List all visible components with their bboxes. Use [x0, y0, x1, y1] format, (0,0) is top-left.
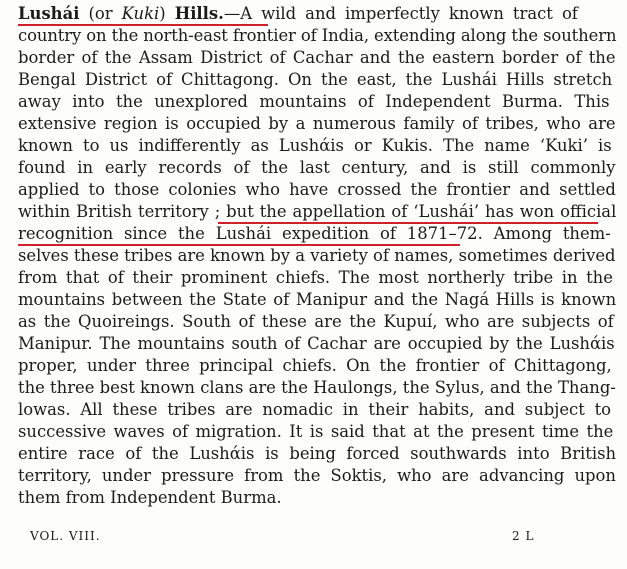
text-line: from that of their prominent chiefs. The most northerly tribe in the: [18, 268, 613, 287]
text-line: Manipur. The mountains south of Cachar are occupied by the Lushάis: [18, 334, 615, 353]
text-line: extensive region is occupied by a numerous family of tribes, who are: [18, 114, 616, 133]
signature-mark: 2 L: [512, 529, 535, 543]
alternate-term: Kuki: [121, 4, 160, 23]
text-line: successive waves of migration. It is said that at the present time the: [18, 422, 614, 441]
text-line: away into the unexplored mountains of Independent Burma. This: [18, 92, 610, 111]
text-line: territory, under pressure from the Soktis, who are advancing upon: [18, 466, 616, 485]
text-line: them from Independent Burma.: [18, 488, 282, 507]
heading-underline: [18, 24, 268, 26]
text-line: proper, under three principal chiefs. On the frontier of Chittagong,: [18, 356, 612, 375]
heading-line: [18, 3, 578, 25]
text-line: selves these tribes are known by a variety of names, sometimes derived: [18, 246, 616, 265]
text-line: within British territory ; but the appellation of ‘Lushái’ has won official: [18, 202, 617, 221]
text-line: mountains between the State of Manipur and the Nagá Hills is known: [18, 290, 617, 309]
entry-term: Lushái: [18, 4, 80, 23]
text-line: applied to those colonies who have crossed the frontier and settled: [18, 180, 616, 199]
text-line: found in early records of the last century, and is still commonly: [18, 158, 616, 177]
text-line: as the Quoireings. South of these are the Kupuí, who are subjects of: [18, 312, 614, 331]
text-line: Bengal District of Chittagong. On the east, the Lushái Hills stretch: [18, 70, 613, 89]
volume-label: VOL. VIII.: [30, 529, 101, 543]
text-line: known to us indifferently as Lushάis or Kukis. The name ‘Kuki’ is: [18, 136, 612, 155]
appellation-underline: [218, 222, 598, 224]
paren-close: ): [159, 4, 175, 23]
hills-term: Hills.: [174, 4, 224, 23]
text-line: border of the Assam District of Cachar and the eastern border of the: [18, 48, 616, 67]
text-line: lowas. All these tribes are nomadic in their habits, and subject to: [18, 400, 612, 419]
text-line: recognition since the Lushái expedition of 1871–72. Among them-: [18, 224, 611, 243]
text-line: country on the north-east frontier of India, extending along the southern: [18, 26, 617, 45]
paren-open: (or: [79, 4, 122, 23]
heading-continuation: —A wild and imperfectly known tract of: [223, 4, 578, 23]
text-line: entire race of the Lushάis is being forced southwards into British: [18, 444, 617, 463]
recognition-underline: [18, 244, 460, 246]
text-line: the three best known clans are the Haulongs, the Sylus, and the Thang-: [18, 378, 616, 397]
